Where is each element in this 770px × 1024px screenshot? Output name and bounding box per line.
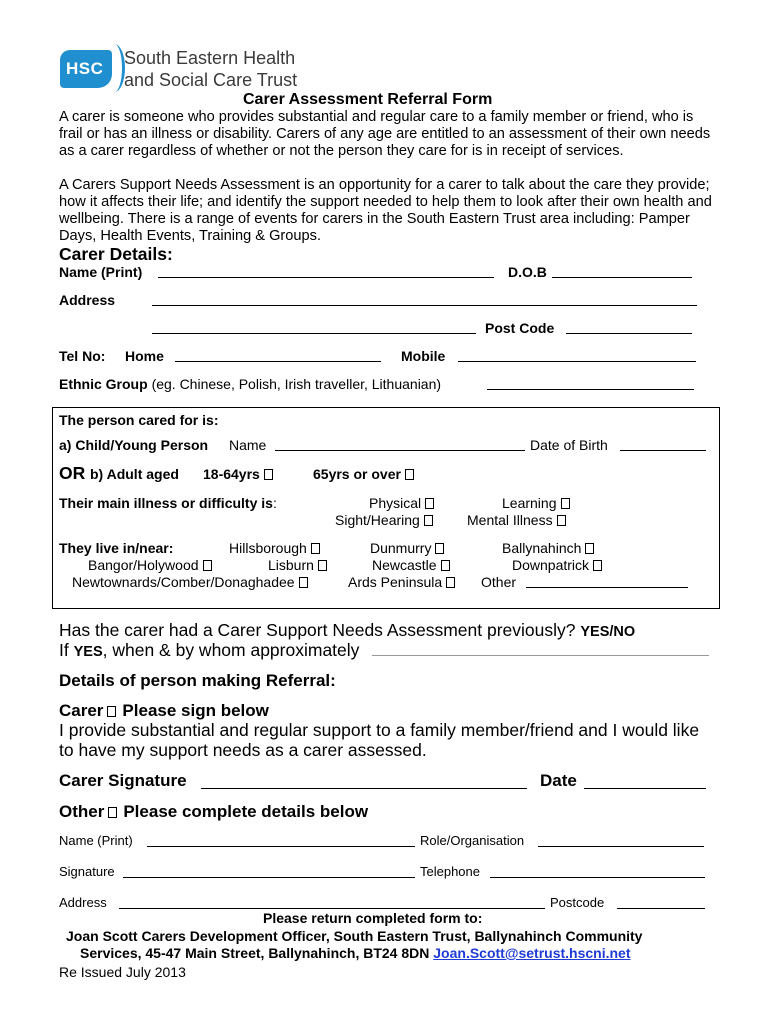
place-downpatrick-label: Downpatrick	[512, 557, 590, 573]
carer-address-field-2[interactable]	[152, 333, 476, 334]
referral-heading: Details of person making Referral:	[59, 671, 336, 690]
referrer-postcode-label: Postcode	[550, 895, 605, 910]
place-bangor	[88, 557, 212, 573]
referrer-role-field[interactable]	[538, 846, 704, 847]
age-65-plus-checkbox[interactable]	[405, 469, 414, 480]
illness-mental-label: Mental Illness	[467, 512, 553, 528]
child-name-field[interactable]	[275, 450, 525, 451]
place-ards-label: Ards Peninsula	[348, 574, 443, 590]
referrer-signature-label: Signature	[59, 864, 115, 879]
illness-physical	[369, 495, 434, 511]
place-lisburn-label: Lisburn	[268, 557, 314, 573]
illness-mental-checkbox[interactable]	[557, 515, 566, 526]
place-downpatrick	[512, 557, 602, 573]
carer-date-label: Date	[540, 771, 577, 790]
place-ballynahinch	[502, 540, 594, 556]
carer-dob-label: D.O.B	[508, 264, 547, 280]
carer-postcode-field[interactable]	[566, 333, 692, 334]
illness-learning	[502, 495, 570, 511]
illness-row	[59, 495, 277, 511]
logo-line1: South Eastern Health	[124, 48, 296, 68]
other-word: Other	[59, 802, 105, 821]
cared-heading: The person cared for is:	[59, 412, 219, 428]
place-other-label: Other	[481, 574, 517, 590]
assessment-question-row	[59, 620, 635, 641]
carer-name-label: Name (Print)	[59, 264, 143, 280]
assessment-details-field[interactable]	[372, 655, 709, 656]
carer-postcode-label: Post Code	[485, 320, 555, 336]
carer-word: Carer	[59, 701, 104, 720]
place-ballynahinch-label: Ballynahinch	[502, 540, 582, 556]
return-address-2: Services, 45-47 Main Street, Ballynahinch, BT24 8DN	[80, 945, 430, 961]
place-lisburn-checkbox[interactable]	[318, 560, 327, 571]
place-ards	[348, 574, 455, 590]
place-dunmurry	[370, 540, 444, 556]
child-name-label: Name	[229, 437, 267, 453]
place-hillsborough	[229, 540, 320, 556]
contact-email-link[interactable]: Joan.Scott@setrust.hscni.net	[433, 945, 631, 961]
illness-colon: :	[272, 495, 277, 511]
referrer-address-label: Address	[59, 895, 107, 910]
ethnic-hint: (eg. Chinese, Polish, Irish traveller, Lithuanian)	[151, 376, 442, 392]
referrer-telephone-label: Telephone	[420, 864, 480, 879]
intro-paragraph-1: A carer is someone who provides substantial and regular care to a family member or friend, who is frail or has an illness or disability. Carers of any age are entitled to an assessment of their own needs as a carer regardless of whether or not the person they care for is in receipt of services.	[59, 109, 711, 159]
home-label: Home	[125, 348, 164, 364]
mobile-field[interactable]	[458, 361, 696, 362]
place-newcastle-label: Newcastle	[372, 557, 437, 573]
place-hillsborough-label: Hillsborough	[229, 540, 307, 556]
home-tel-field[interactable]	[175, 361, 381, 362]
form-title: Carer Assessment Referral Form	[243, 91, 493, 108]
place-ballynahinch-checkbox[interactable]	[585, 543, 594, 554]
place-lisburn	[268, 557, 327, 573]
or-label: OR	[59, 463, 86, 483]
age-18-64	[203, 466, 273, 482]
referrer-address-field[interactable]	[119, 908, 545, 909]
live-label: They live in/near:	[59, 540, 174, 556]
reissued-date: Re Issued July 2013	[59, 964, 186, 980]
illness-learning-label: Learning	[502, 495, 557, 511]
complete-below: Please complete details below	[123, 802, 369, 821]
return-address-1: Joan Scott Carers Development Officer, South Eastern Trust, Ballynahinch Community	[66, 928, 643, 944]
assessment-question: Has the carer had a Carer Support Needs Assessment previously?	[59, 620, 576, 640]
place-newcastle-checkbox[interactable]	[441, 560, 450, 571]
illness-learning-checkbox[interactable]	[561, 498, 570, 509]
ethnic-row	[59, 376, 441, 392]
if-rest: , when & by whom approximately	[102, 640, 360, 660]
sign-below: Please sign below	[122, 701, 269, 720]
referrer-name-label: Name (Print)	[59, 833, 133, 848]
illness-sight-hearing-label: Sight/Hearing	[335, 512, 420, 528]
place-downpatrick-checkbox[interactable]	[593, 560, 602, 571]
ethnic-field[interactable]	[487, 389, 694, 390]
illness-label: Their main illness or difficulty is	[59, 495, 273, 511]
place-newtownards-label: Newtownards/Comber/Donaghadee	[72, 574, 295, 590]
place-newcastle	[372, 557, 450, 573]
if-word: If	[59, 640, 69, 660]
other-checkbox[interactable]	[108, 807, 117, 818]
carer-date-field[interactable]	[584, 788, 706, 789]
carer-details-heading: Carer Details:	[59, 244, 173, 264]
assessment-yesno[interactable]: YES/NO	[580, 624, 636, 640]
logo-abbr: HSC	[66, 59, 104, 78]
place-ards-checkbox[interactable]	[446, 577, 455, 588]
illness-sight-hearing	[335, 512, 433, 528]
carer-dob-field[interactable]	[552, 277, 692, 278]
carer-checkbox[interactable]	[107, 706, 116, 717]
logo-line2: and Social Care Trust	[124, 70, 298, 90]
place-bangor-label: Bangor/Holywood	[88, 557, 199, 573]
ethnic-label: Ethnic Group	[59, 376, 148, 392]
referrer-role-label: Role/Organisation	[420, 833, 525, 848]
illness-physical-label: Physical	[369, 495, 422, 511]
carer-address-label: Address	[59, 292, 116, 308]
referrer-telephone-field[interactable]	[490, 877, 705, 878]
place-other-field[interactable]	[526, 587, 688, 588]
carer-name-field[interactable]	[158, 277, 494, 278]
carer-statement: I provide substantial and regular support to a family member/friend and I would like to have my support needs as a carer assessed.	[59, 720, 700, 760]
tel-label: Tel No:	[59, 348, 106, 364]
age-65-plus	[313, 466, 414, 482]
adult-label: b) Adult aged	[90, 466, 179, 482]
illness-physical-checkbox[interactable]	[425, 498, 434, 509]
mobile-label: Mobile	[401, 348, 446, 364]
return-address-2-row	[80, 945, 631, 961]
place-dunmurry-label: Dunmurry	[370, 540, 432, 556]
return-heading: Please return completed form to:	[263, 910, 483, 926]
carer-signature-field[interactable]	[201, 788, 527, 789]
place-newtownards-checkbox[interactable]	[299, 577, 308, 588]
carer-sign-row	[59, 701, 269, 721]
other-row	[59, 802, 368, 822]
place-bangor-checkbox[interactable]	[203, 560, 212, 571]
illness-mental	[467, 512, 566, 528]
child-label: a) Child/Young Person	[59, 437, 209, 453]
child-dob-label: Date of Birth	[530, 437, 608, 453]
place-hillsborough-checkbox[interactable]	[311, 543, 320, 554]
age-18-64-label: 18-64yrs	[203, 466, 260, 482]
place-newtownards	[72, 574, 308, 590]
logo-curve	[104, 44, 125, 92]
age-65-plus-label: 65yrs or over	[313, 466, 401, 482]
if-yes: YES	[73, 644, 103, 660]
place-dunmurry-checkbox[interactable]	[435, 543, 444, 554]
age-18-64-checkbox[interactable]	[264, 469, 273, 480]
illness-sight-hearing-checkbox[interactable]	[424, 515, 433, 526]
carer-address-field-1[interactable]	[152, 305, 697, 306]
referrer-postcode-field[interactable]	[617, 908, 705, 909]
referrer-signature-field[interactable]	[123, 877, 415, 878]
child-dob-field[interactable]	[620, 450, 706, 451]
intro-paragraph-2: A Carers Support Needs Assessment is an opportunity for a carer to talk about the care they provide; how it affects their life; and identify the support needed to help them to look after their own health and wellbeing. There is a range of events for carers in the South Eastern Trust area including: Pamper Days, Health Events, Training & Groups.	[59, 177, 712, 244]
referrer-name-field[interactable]	[147, 846, 415, 847]
assessment-if-row	[59, 640, 359, 661]
carer-signature-label: Carer Signature	[59, 771, 187, 790]
